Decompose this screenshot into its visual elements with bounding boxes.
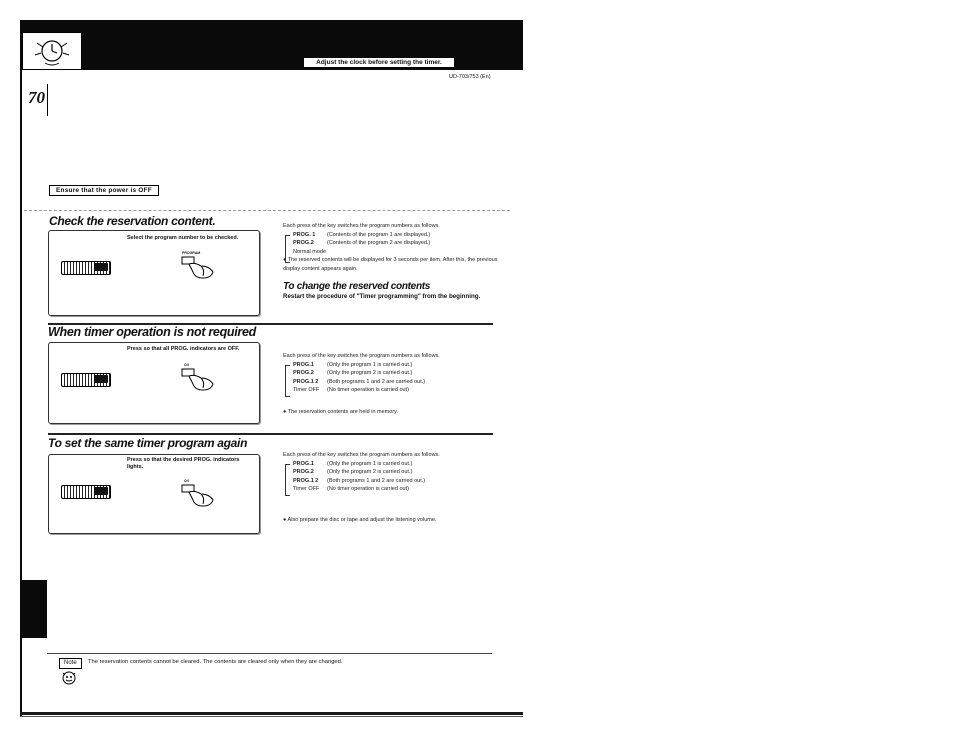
timer-off-instruction: Press so that all PROG. indicators are OFF.	[127, 346, 240, 352]
same-program-bullet: ● Also prepare the disc or tape and adjust the listening volume.	[283, 516, 437, 523]
cycle-bracket	[285, 365, 290, 397]
change-contents-heading: To change the reserved contents	[283, 281, 431, 292]
list-item: PROG.1 2 (Both programs 1 and 2 are carried out.)	[293, 477, 426, 484]
list-item: PROG.2 (Contents of the program 2 are displayed.)	[293, 240, 431, 247]
timer-off-intro: Each press of the key switches the program numbers as follows.	[283, 353, 440, 359]
check-illustration-panel	[48, 230, 260, 316]
list-item: PROG. 1 (Contents of the program 1 are displayed.)	[293, 231, 431, 238]
hand-press-icon	[181, 253, 221, 284]
cycle-bracket	[285, 235, 290, 263]
change-contents-text: Restart the procedure of "Timer programming" from the beginning.	[283, 293, 481, 300]
display-panel-icon	[61, 485, 111, 499]
check-description	[283, 222, 498, 274]
note-text: The reservation contents cannot be cleared. The contents are cleared only when they are changed.	[88, 659, 343, 665]
cycle-bracket	[285, 464, 290, 496]
page-number: 70	[28, 84, 48, 116]
check-intro: Each press of the key switches the program numbers as follows.	[283, 223, 440, 229]
note-label: Note	[59, 658, 82, 669]
same-program-description	[283, 451, 498, 525]
same-program-illustration-panel	[48, 454, 260, 534]
clock-reminder: Adjust the clock before setting the timer.	[304, 58, 454, 67]
program-key-label: PROGRAM	[182, 251, 201, 255]
same-program-heading: To set the same timer program again	[48, 436, 248, 450]
list-item: Timer OFF (No timer operation is carried out)	[293, 387, 409, 394]
bottom-rule-thin	[20, 716, 523, 717]
hand-press-icon	[181, 365, 221, 396]
timer-off-description	[283, 352, 498, 417]
list-item: PROG.2 (Only the program 2 is carried out.)	[293, 469, 413, 476]
timer-off-bullet: ● The reservation contents are held in memory.	[283, 408, 399, 415]
list-item: Timer OFF (No timer operation is carried out)	[293, 486, 409, 493]
section-divider	[24, 210, 510, 211]
timer-off-illustration-panel	[48, 342, 260, 424]
timer-not-required-heading: When timer operation is not required	[48, 325, 256, 339]
check-reservation-heading: Check the reservation content.	[49, 214, 216, 228]
timer-key-label: O/I	[184, 479, 189, 483]
hand-press-icon	[181, 481, 221, 512]
list-item: PROG.1 2 (Both programs 1 and 2 are carried out.)	[293, 378, 426, 385]
bottom-rule	[20, 712, 523, 715]
power-off-notice: Ensure that the power is OFF	[49, 185, 159, 196]
note-divider	[47, 653, 492, 654]
display-panel-icon	[61, 261, 111, 275]
model-number: UD-703/753 (En)	[449, 74, 491, 80]
same-program-instruction: Press so that the desired PROG. indicators lights.	[127, 457, 240, 470]
check-bullet: ● The reserved contents will be displayed for 3 seconds per item. After this, the previous display content appears again.	[283, 257, 498, 272]
list-item: PROG.2 (Only the program 2 is carried out.)	[293, 370, 413, 377]
list-item: PROG.1 (Only the program 1 is carried out.)	[293, 361, 413, 368]
note-mascot-icon	[60, 670, 78, 691]
same-program-intro: Each press of the key switches the program numbers as follows.	[283, 452, 440, 458]
timer-logo-icon	[22, 32, 82, 70]
list-item: Normal mode	[293, 248, 327, 255]
section-rule	[48, 433, 493, 435]
check-instruction: Select the program number to be checked.	[127, 235, 239, 241]
display-panel-icon	[61, 373, 111, 387]
list-item: PROG.1 (Only the program 1 is carried out.)	[293, 460, 413, 467]
timer-key-label: O/I	[184, 363, 189, 367]
section-tab	[20, 580, 47, 638]
